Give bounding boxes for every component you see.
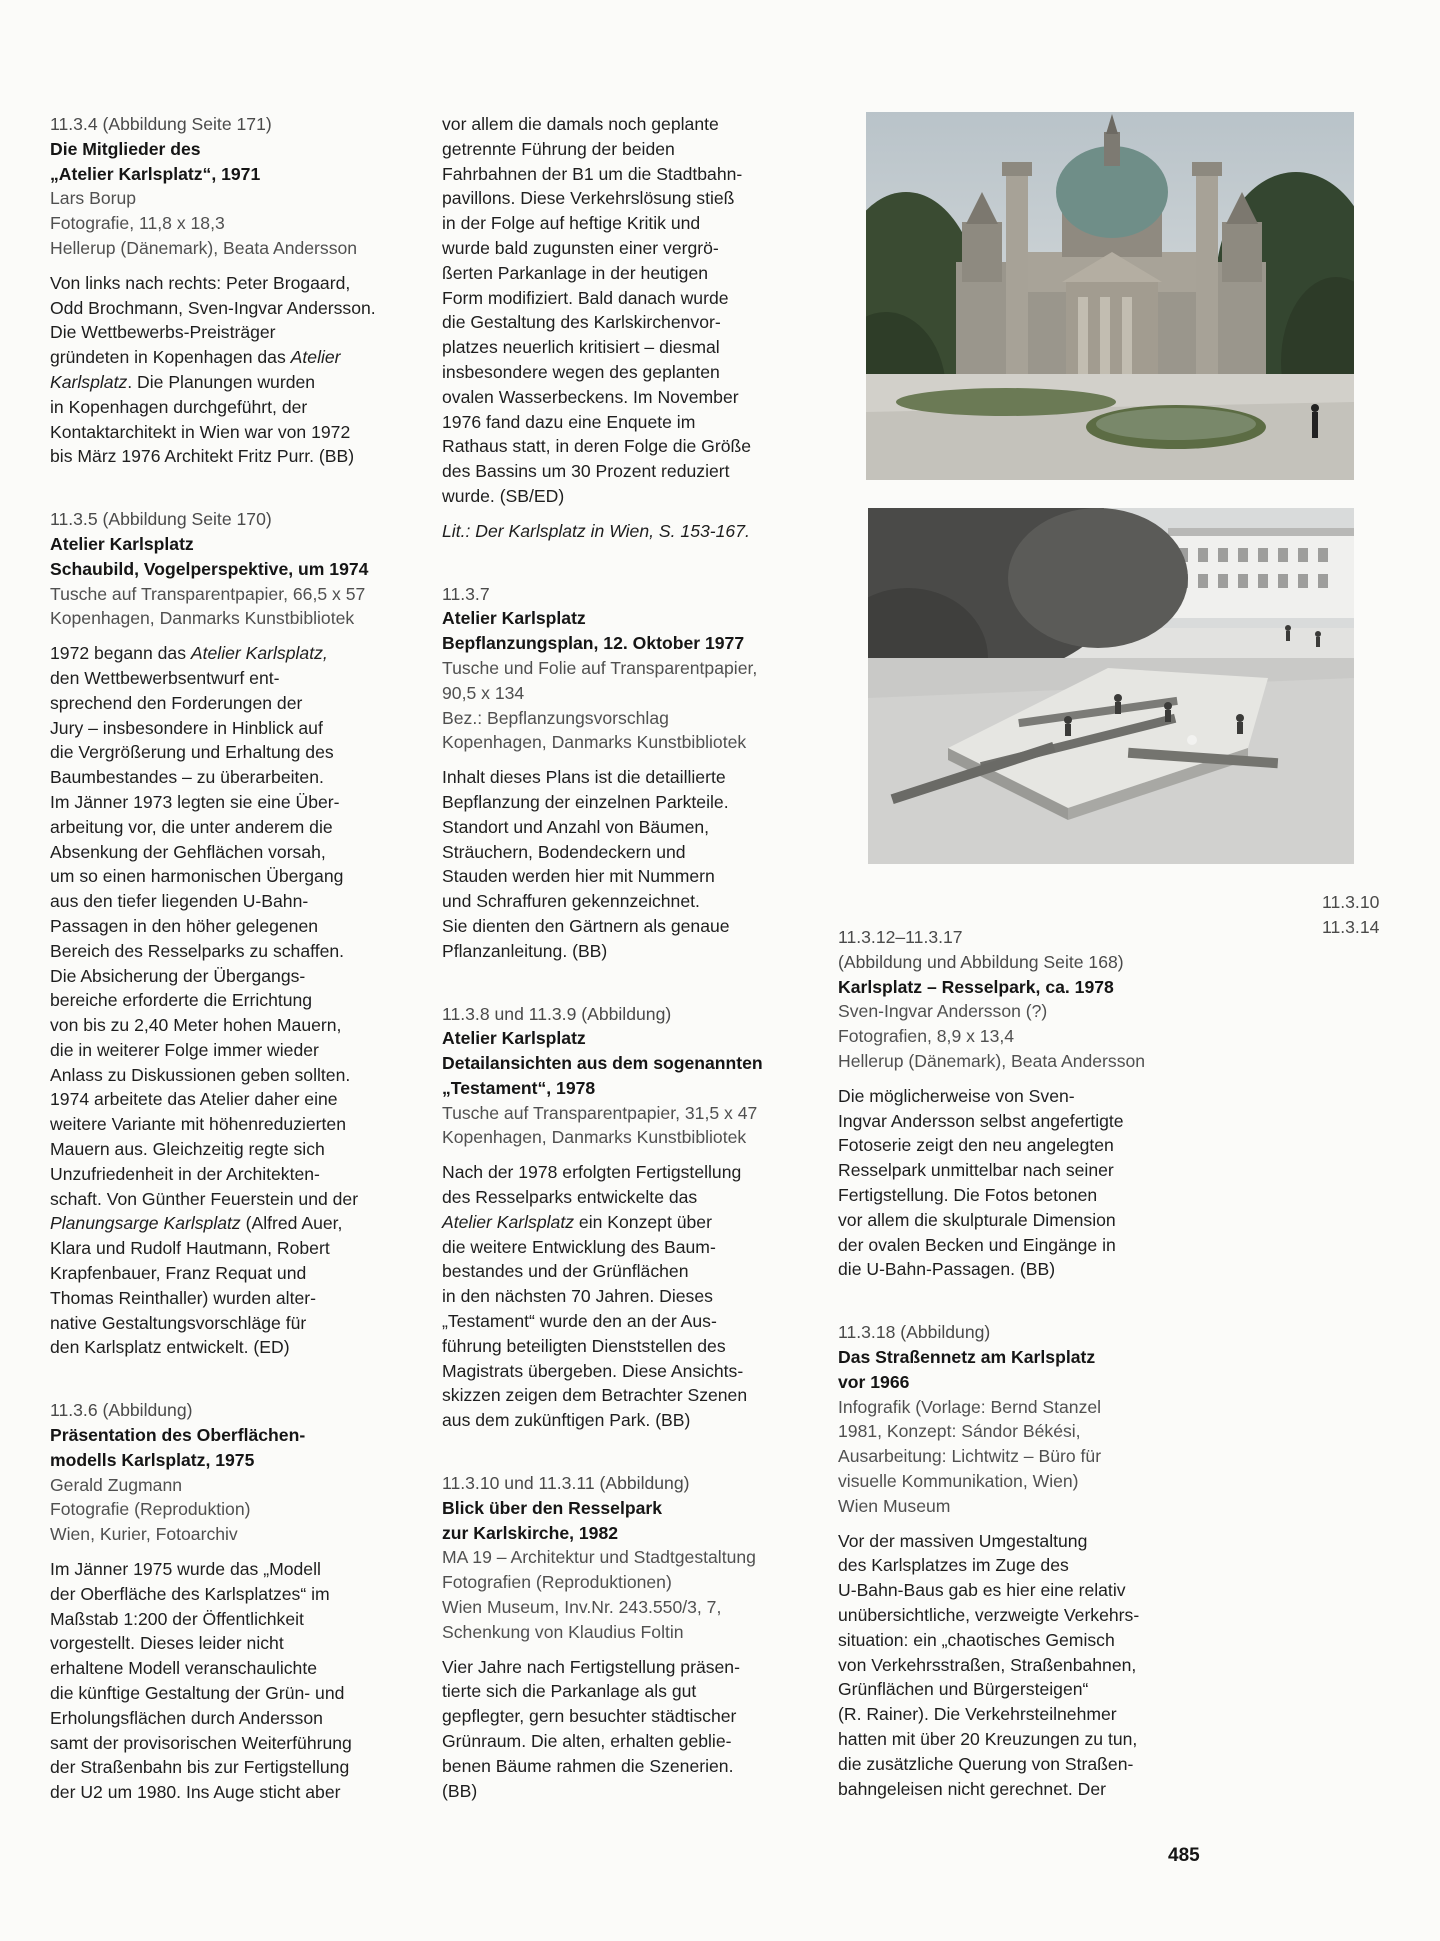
entry-body-line: um so einen harmonischen Übergang xyxy=(50,866,344,887)
entry-11-3-6 xyxy=(50,1398,430,1805)
entry-body-line: insbesondere wegen des geplanten xyxy=(442,361,720,382)
entry-body-line: der Straßenbahn bis zur Fertigstellung xyxy=(50,1757,350,1778)
entry-11-3-18 xyxy=(838,1320,1218,1801)
entry-title-line: Atelier Karlsplatz xyxy=(442,1028,586,1049)
text-run: gründeten in Kopenhagen das xyxy=(50,347,291,368)
entry-body-line: Vier Jahre nach Fertigstellung präsen- xyxy=(442,1656,740,1677)
entry-body-line: die künftige Gestaltung der Grün- und xyxy=(50,1683,345,1704)
entry-body-line: die U-Bahn-Passagen. (BB) xyxy=(838,1259,1056,1280)
entry-number: 11.3.12–11.3.17 xyxy=(838,927,963,947)
entry-body-line: 1974 arbeitete das Atelier daher eine xyxy=(50,1089,338,1110)
entry-meta-line: Sven-Ingvar Andersson (?) xyxy=(838,1001,1048,1022)
entry-body-line: native Gestaltungsvorschläge für xyxy=(50,1312,307,1333)
entry-body-line: Klara und Rudolf Hautmann, Robert xyxy=(50,1238,330,1259)
entry-body-line: Rathaus statt, in deren Folge die Größe xyxy=(442,436,752,457)
entry-body-line: von bis zu 2,40 Meter hohen Mauern, xyxy=(50,1015,342,1036)
entry-11-3-4 xyxy=(50,112,430,469)
entry-body-line: Fotoserie zeigt den neu angelegten xyxy=(838,1135,1114,1156)
entry-body-line: skizzen zeigen dem Betrachter Szenen xyxy=(442,1385,748,1406)
entry-body-line: Bereich des Resselparks zu schaffen. xyxy=(50,940,345,961)
entry-body-line: U-Bahn-Baus gab es hier eine relativ xyxy=(838,1580,1126,1601)
entry-meta-line: visuelle Kommunikation, Wien) xyxy=(838,1470,1079,1491)
entry-body-line: den Wettbewerbsentwurf ent- xyxy=(50,667,280,688)
entry-title-line: Detailansichten aus dem sogenannten xyxy=(442,1053,763,1074)
entry-body-line xyxy=(50,1211,430,1236)
entry-title-line: Das Straßennetz am Karlsplatz xyxy=(838,1346,1096,1367)
entry-body-line: Nach der 1978 erfolgten Fertigstellung xyxy=(442,1162,742,1183)
literature-reference xyxy=(442,519,822,544)
entry-body-line: die Vergrößerung und Erhaltung des xyxy=(50,742,334,763)
entry-body-line: schaft. Von Günther Feuerstein und der xyxy=(50,1188,359,1209)
entry-title-line: „Testament“, 1978 xyxy=(442,1077,596,1098)
entry-number: 11.3.6 (Abbildung) xyxy=(50,1400,193,1421)
entry-body-line: sprechend den Forderungen der xyxy=(50,692,303,713)
resselpark-photo xyxy=(868,508,1354,864)
entry-body-line: in Kopenhagen durchgeführt, der xyxy=(50,396,308,417)
text-run-italic: Karlsplatz xyxy=(50,371,128,392)
entry-body-line: Jury – insbesondere in Hinblick auf xyxy=(50,717,323,738)
text-run-italic: Atelier xyxy=(290,347,341,368)
entry-title-line: Blick über den Resselpark xyxy=(442,1497,663,1518)
entry-body-line: „Testament“ wurde den an der Aus- xyxy=(442,1311,717,1332)
entry-body-line: in der Folge auf heftige Kritik und xyxy=(442,213,701,234)
entry-body-line: unübersichtliche, verzweigte Verkehrs- xyxy=(838,1604,1140,1625)
entry-body-line: aus dem zukünftigen Park. (BB) xyxy=(442,1410,691,1431)
entry-meta-line: Lars Borup xyxy=(50,188,137,209)
entry-body-line: vor allem die damals noch geplante xyxy=(442,114,719,134)
entry-body-line: und Schraffuren gekennzeichnet. xyxy=(442,891,700,912)
entry-meta-line: Fotografien, 8,9 x 13,4 xyxy=(838,1026,1015,1047)
entry-meta-line: Bez.: Bepflanzungsvorschlag xyxy=(442,707,669,728)
image-reference-line: 11.3.10 xyxy=(1322,892,1380,912)
entry-meta-line: Wien, Kurier, Fotoarchiv xyxy=(50,1524,238,1545)
entry-body-line: ßerten Parkanlage in der heutigen xyxy=(442,262,709,283)
entry-body-line: den Karlsplatz entwickelt. (ED) xyxy=(50,1337,290,1358)
entry-body-line: Passagen in den höher gelegenen xyxy=(50,915,319,936)
entry-11-3-5 xyxy=(50,507,430,1360)
entry-body-line: bahngeleisen nicht gerechnet. Der xyxy=(838,1778,1106,1799)
image-reference-note xyxy=(1322,890,1379,940)
entry-body-line: Resselpark unmittelbar nach seiner xyxy=(838,1160,1114,1181)
entry-number: 11.3.4 (Abbildung Seite 171) xyxy=(50,114,272,134)
entry-body-line: vorgestellt. Dieses leider nicht xyxy=(50,1633,284,1654)
entry-meta-line: Kopenhagen, Danmarks Kunstbibliotek xyxy=(50,608,355,629)
entry-meta-line: Kopenhagen, Danmarks Kunstbibliotek xyxy=(442,732,747,753)
entry-meta-line: Gerald Zugmann xyxy=(50,1474,183,1495)
entry-body-line: gepflegter, gern besuchter städtischer xyxy=(442,1706,737,1727)
entry-meta-line: Fotografie, 11,8 x 18,3 xyxy=(50,213,225,234)
text-run-italic: Atelier Karlsplatz xyxy=(442,1211,575,1232)
entry-body-line: Sträuchern, Bodendeckern und xyxy=(442,841,686,862)
entry-meta-line: 1981, Konzept: Sándor Békési, xyxy=(838,1421,1081,1442)
entry-body-line: (R. Rainer). Die Verkehrsteilnehmer xyxy=(838,1704,1117,1725)
entry-body-line: arbeitung vor, die unter anderem die xyxy=(50,816,333,837)
entry-body-line: Erholungsflächen durch Andersson xyxy=(50,1707,323,1728)
entry-body-line: Fahrbahnen der B1 um die Stadtbahn- xyxy=(442,163,743,184)
entry-body-line: Form modifiziert. Bald danach wurde xyxy=(442,287,729,308)
entry-body-line: Odd Brochmann, Sven-Ingvar Andersson. xyxy=(50,297,376,318)
entry-body-line: Unzufriedenheit in der Architekten- xyxy=(50,1163,320,1184)
entry-body-line: bereiche erforderte die Errichtung xyxy=(50,990,313,1011)
entry-meta-line: 90,5 x 134 xyxy=(442,682,525,703)
entry-number: 11.3.7 xyxy=(442,583,490,604)
entry-body-line: in den nächsten 70 Jahren. Dieses xyxy=(442,1286,713,1307)
karlskirche-photo xyxy=(866,112,1354,480)
entry-meta-line: Wien Museum xyxy=(838,1495,951,1516)
entry-body-line: Baumbestandes – zu überarbeiten. xyxy=(50,767,324,788)
entry-body-line: die Gestaltung des Karlskirchenvor- xyxy=(442,312,721,333)
entry-meta-line: Fotografien (Reproduktionen) xyxy=(442,1572,672,1593)
entry-body-line: Inhalt dieses Plans ist die detaillierte xyxy=(442,767,726,788)
entry-body-line: die in weiterer Folge immer wieder xyxy=(50,1039,319,1060)
entry-body-line: Grünflächen und Bürgersteigen“ xyxy=(838,1679,1089,1700)
entry-title-line: Schaubild, Vogelperspektive, um 1974 xyxy=(50,558,369,579)
entry-body-line: Absenkung der Gehflächen vorsah, xyxy=(50,841,326,862)
entry-meta-line: Tusche und Folie auf Transparentpapier, xyxy=(442,657,758,678)
entry-body-line: der Oberfläche des Karlsplatzes“ im xyxy=(50,1583,330,1604)
entry-title-line: zur Karlskirche, 1982 xyxy=(442,1522,619,1543)
text-run-italic: Lit.: Der Karlsplatz in Wien, S. 153-167. xyxy=(442,520,750,541)
entry-body-line: Mauern aus. Gleichzeitig regte sich xyxy=(50,1139,325,1160)
entry-body-line: Vor der massiven Umgestaltung xyxy=(838,1530,1088,1551)
text-run-italic: Atelier Karlsplatz, xyxy=(190,643,328,664)
entry-meta-line: Hellerup (Dänemark), Beata Andersson xyxy=(838,1050,1146,1071)
entry-body-line: bestandes und der Grünflächen xyxy=(442,1261,689,1282)
entry-body-line: des Karlsplatzes im Zuge des xyxy=(838,1555,1069,1576)
entry-meta-line: Ausarbeitung: Lichtwitz – Büro für xyxy=(838,1446,1102,1467)
entry-body-line: tierte sich die Parkanlage als gut xyxy=(442,1681,697,1702)
entry-body-line: Die Absicherung der Übergangs- xyxy=(50,965,306,986)
entry-meta-line: Schenkung von Klaudius Foltin xyxy=(442,1621,684,1642)
entry-body-line: Im Jänner 1973 legten sie eine Über- xyxy=(50,791,340,812)
entry-body-line: Die Wettbewerbs-Preisträger xyxy=(50,322,276,343)
entry-body-line: Standort und Anzahl von Bäumen, xyxy=(442,816,710,837)
entry-meta-line: Kopenhagen, Danmarks Kunstbibliotek xyxy=(442,1127,747,1148)
entry-meta-line: Fotografie (Reproduktion) xyxy=(50,1499,251,1520)
entry-body-line: hatten mit über 20 Kreuzungen zu tun, xyxy=(838,1728,1138,1749)
entry-body-line: Ingvar Andersson selbst angefertigte xyxy=(838,1110,1124,1131)
entry-body-line: wurde bald zugunsten einer vergrö- xyxy=(442,237,719,258)
entry-body-line: Krapfenbauer, Franz Requat und xyxy=(50,1263,307,1284)
entry-meta-line: Infografik (Vorlage: Bernd Stanzel xyxy=(838,1396,1102,1417)
entry-body-line xyxy=(50,370,430,395)
entry-body-line: des Resselparks entwickelte das xyxy=(442,1187,698,1208)
text-run: . Die Planungen wurden xyxy=(127,371,316,392)
entry-body-line: Von links nach rechts: Peter Brogaard, xyxy=(50,272,351,293)
image-reference-line: 11.3.14 xyxy=(1322,916,1380,937)
entry-title-line: Die Mitglieder des xyxy=(50,138,201,159)
entry-body-line: erhaltene Modell veranschaulichte xyxy=(50,1658,317,1679)
entry-meta-line: Tusche auf Transparentpapier, 31,5 x 47 xyxy=(442,1102,758,1123)
entry-body-line: Die möglicherweise von Sven- xyxy=(838,1085,1075,1106)
page-number: 485 xyxy=(1168,1845,1200,1866)
entry-body-line: Bepflanzung der einzelnen Parkteile. xyxy=(442,791,729,812)
entry-body-line: des Bassins um 30 Prozent reduziert xyxy=(442,461,730,482)
entry-body-line: Thomas Reinthaller) wurden alter- xyxy=(50,1287,316,1308)
entry-11-3-10 xyxy=(442,1471,822,1803)
entry-body-line: Fertigstellung. Die Fotos betonen xyxy=(838,1184,1098,1205)
entry-11-3-7 xyxy=(442,582,822,964)
entry-body-line: Maßstab 1:200 der Öffentlichkeit xyxy=(50,1608,304,1629)
column-3 xyxy=(838,925,1218,1801)
entry-11-3-12 xyxy=(838,925,1218,1282)
entry-number: 11.3.5 (Abbildung Seite 170) xyxy=(50,509,272,530)
entry-number: 11.3.8 und 11.3.9 (Abbildung) xyxy=(442,1003,672,1024)
column-2 xyxy=(442,112,822,1803)
entry-meta-line: Hellerup (Dänemark), Beata Andersson xyxy=(50,237,358,258)
entry-meta-line: MA 19 – Architektur und Stadtgestaltung xyxy=(442,1547,756,1568)
entry-body-line: (BB) xyxy=(442,1780,478,1801)
entry-title-line: Atelier Karlsplatz xyxy=(442,608,586,629)
entry-body-line: weitere Variante mit höhenreduzierten xyxy=(50,1114,347,1135)
text-run: ein Konzept über xyxy=(574,1211,712,1232)
entry-body-line: bis März 1976 Architekt Fritz Purr. (BB) xyxy=(50,446,355,467)
entry-body-line: Im Jänner 1975 wurde das „Modell xyxy=(50,1559,321,1580)
entry-body-line: Kontaktarchitekt in Wien war von 1972 xyxy=(50,421,351,442)
entry-body-line: Pflanzanleitung. (BB) xyxy=(442,940,608,961)
entry-body-line: 1976 fand dazu eine Enquete im xyxy=(442,411,696,432)
entry-number: (Abbildung und Abbildung Seite 168) xyxy=(838,951,1124,972)
entry-body-line: samt der provisorischen Weiterführung xyxy=(50,1732,352,1753)
entry-body-line: Anlass zu Diskussionen geben sollten. xyxy=(50,1064,351,1085)
entry-11-3-8 xyxy=(442,1002,822,1434)
entry-meta-line: Wien Museum, Inv.Nr. 243.550/3, 7, xyxy=(442,1597,722,1618)
entry-body-line: Stauden werden hier mit Nummern xyxy=(442,866,715,887)
entry-title-line: vor 1966 xyxy=(838,1371,910,1392)
entry-body-line: Grünraum. Die alten, erhalten geblie- xyxy=(442,1731,732,1752)
entry-body-line: benen Bäume rahmen die Szenerien. xyxy=(442,1755,734,1776)
entry-continuation xyxy=(442,112,822,544)
entry-title-line: modells Karlsplatz, 1975 xyxy=(50,1449,255,1470)
entry-body-line: führung beteiligten Dienststellen des xyxy=(442,1335,726,1356)
entry-body-line xyxy=(442,1210,822,1235)
entry-title-line: Präsentation des Oberflächen- xyxy=(50,1425,306,1446)
entry-body-line: die weitere Entwicklung des Baum- xyxy=(442,1236,716,1257)
entry-title-line: Atelier Karlsplatz xyxy=(50,533,194,554)
entry-body-line: der U2 um 1980. Ins Auge sticht aber xyxy=(50,1782,341,1803)
text-run: 1972 begann das xyxy=(50,643,191,664)
entry-body-line: ovalen Wasserbeckens. Im November xyxy=(442,386,739,407)
entry-title-line: Bepflanzungsplan, 12. Oktober 1977 xyxy=(442,633,745,654)
entry-body-line: getrennte Führung der beiden xyxy=(442,138,675,159)
entry-body-line: wurde. (SB/ED) xyxy=(442,485,565,506)
text-run-italic: Planungsarge Karlsplatz xyxy=(50,1213,241,1234)
entry-body-line: pavillons. Diese Verkehrslösung stieß xyxy=(442,188,735,209)
entry-title-line: „Atelier Karlsplatz“, 1971 xyxy=(50,163,261,184)
entry-body-line: Sie dienten den Gärtnern als genaue xyxy=(442,915,730,936)
entry-body-line: vor allem die skulpturale Dimension xyxy=(838,1209,1116,1230)
entry-title-line: Karlsplatz – Resselpark, ca. 1978 xyxy=(838,976,1114,997)
entry-body-line: aus den tiefer liegenden U-Bahn- xyxy=(50,891,309,912)
entry-body-line: der ovalen Becken und Eingänge in xyxy=(838,1234,1116,1255)
entry-number: 11.3.18 (Abbildung) xyxy=(838,1322,991,1343)
entry-body-line: Magistrats übergeben. Diese Ansichts- xyxy=(442,1360,744,1381)
entry-body-line: die zusätzliche Querung von Straßen- xyxy=(838,1753,1134,1774)
entry-body-line: von Verkehrsstraßen, Straßenbahnen, xyxy=(838,1654,1137,1675)
entry-body-line xyxy=(50,345,430,370)
entry-meta-line: Tusche auf Transparentpapier, 66,5 x 57 xyxy=(50,583,366,604)
entry-body-line xyxy=(50,641,430,666)
entry-number: 11.3.10 und 11.3.11 (Abbildung) xyxy=(442,1473,690,1494)
column-1 xyxy=(50,112,430,1805)
text-run: (Alfred Auer, xyxy=(240,1213,343,1234)
entry-body-line: situation: ein „chaotisches Gemisch xyxy=(838,1629,1115,1650)
entry-body-line: platzes neuerlich kritisiert – diesmal xyxy=(442,337,720,358)
